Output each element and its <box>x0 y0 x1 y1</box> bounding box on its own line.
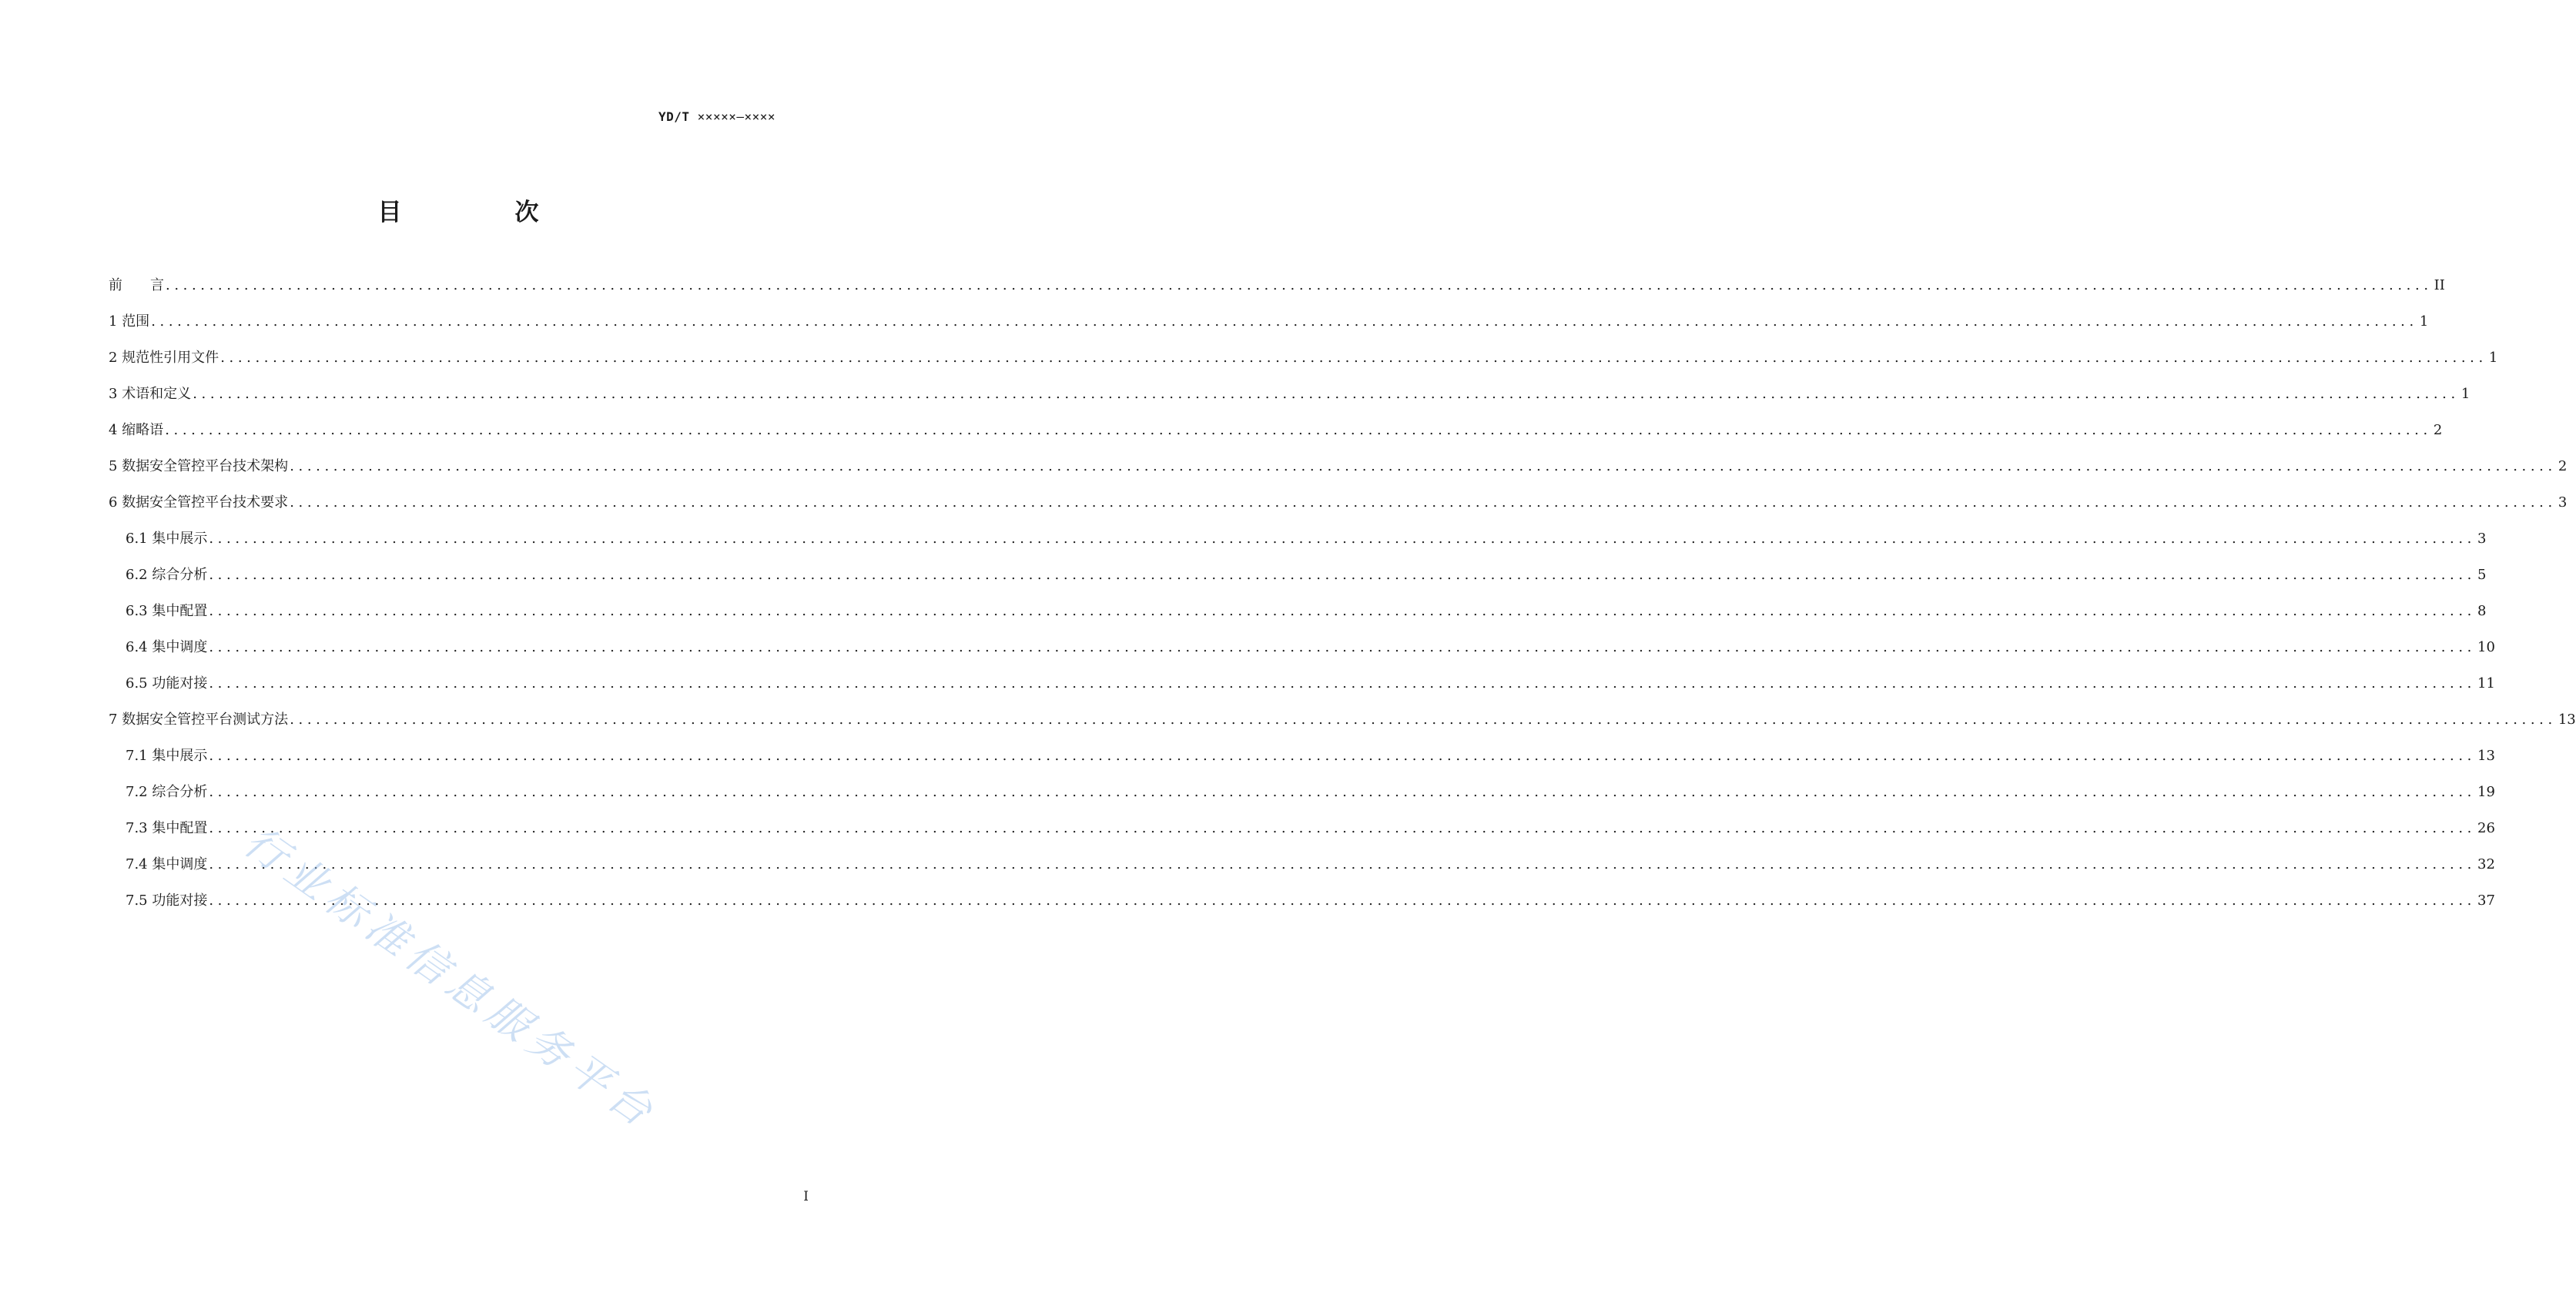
toc-entry-number: 6.4 <box>126 639 152 655</box>
toc-entry-label: 集中调度 <box>152 856 208 872</box>
toc-entry-page: 13 <box>2558 712 2576 728</box>
toc-dot-leader: .................................................................................................................................................................................................................................................................... <box>209 856 2476 872</box>
toc-dot-leader: .................................................................................................................................................................................................................................................................... <box>290 712 2557 728</box>
toc-entry[interactable] <box>109 274 2445 310</box>
toc-dot-leader: .................................................................................................................................................................................................................................................................... <box>209 567 2476 583</box>
toc-dot-leader: .................................................................................................................................................................................................................................................................... <box>193 386 2460 402</box>
toc-entry-page: 8 <box>2477 603 2487 619</box>
toc-entry-label: 集中展示 <box>152 748 208 764</box>
toc-entry[interactable] <box>109 455 2568 491</box>
toc-entry-label: 数据安全管控平台技术架构 <box>122 458 289 474</box>
toc-entry-page: 26 <box>2477 820 2495 836</box>
standard-prefix: YD/T <box>658 109 690 124</box>
toc-entry-number: 7 <box>109 712 122 728</box>
toc-entry-number: 5 <box>109 458 122 474</box>
toc-dot-leader: .................................................................................................................................................................................................................................................................... <box>220 350 2487 366</box>
toc-entry-page: II <box>2434 277 2445 293</box>
page-number: I <box>803 1189 809 1204</box>
toc-entry[interactable] <box>109 672 2495 708</box>
toc-entry-number: 6.1 <box>126 531 152 547</box>
toc-entry-page: 13 <box>2477 748 2495 764</box>
toc-dot-leader: .................................................................................................................................................................................................................................................................... <box>290 458 2557 474</box>
toc-entry-number: 1 <box>109 313 122 330</box>
toc-entry-number: 7.5 <box>126 892 152 909</box>
toc-entry-page: 10 <box>2477 639 2495 655</box>
toc-entry-number: 2 <box>109 350 122 366</box>
toc-entry-page: 2 <box>2433 422 2443 438</box>
toc-dot-leader: .................................................................................................................................................................................................................................................................... <box>166 277 2433 293</box>
toc-entry-label: 综合分析 <box>152 784 208 800</box>
document-code <box>658 109 775 124</box>
watermark-text: 行业标准信息服务平台 <box>235 816 668 1140</box>
toc-entry-label: 范围 <box>122 313 150 330</box>
toc-entry-page: 3 <box>2558 494 2568 511</box>
toc-entry-number: 3 <box>109 386 122 402</box>
toc-entry-page: 3 <box>2477 531 2487 547</box>
toc-entry[interactable] <box>109 889 2495 926</box>
table-of-contents <box>109 274 2576 926</box>
toc-entry-page: 1 <box>2419 313 2429 330</box>
toc-entry-label: 术语和定义 <box>122 386 192 402</box>
toc-entry-label: 数据安全管控平台测试方法 <box>122 712 289 728</box>
toc-dot-leader: .................................................................................................................................................................................................................................................................... <box>209 639 2476 655</box>
toc-entry-label: 前 言 <box>109 277 164 293</box>
toc-entry-label: 集中展示 <box>152 531 208 547</box>
toc-entry-label: 规范性引用文件 <box>122 350 219 366</box>
toc-entry[interactable] <box>109 383 2470 419</box>
toc-entry-number: 7.4 <box>126 856 152 872</box>
toc-dot-leader: .................................................................................................................................................................................................................................................................... <box>209 531 2476 547</box>
toc-entry[interactable] <box>109 564 2487 600</box>
toc-entry-label: 集中调度 <box>152 639 208 655</box>
toc-dot-leader: .................................................................................................................................................................................................................................................................... <box>209 892 2476 909</box>
toc-entry-number: 7.2 <box>126 784 152 800</box>
toc-dot-leader: .................................................................................................................................................................................................................................................................... <box>151 313 2418 330</box>
toc-entry-page: 5 <box>2477 567 2487 583</box>
toc-entry-number: 6.5 <box>126 675 152 692</box>
toc-dot-leader: .................................................................................................................................................................................................................................................................... <box>209 603 2476 619</box>
toc-entry[interactable] <box>109 600 2487 636</box>
toc-entry-label: 功能对接 <box>152 892 208 909</box>
toc-dot-leader: .................................................................................................................................................................................................................................................................... <box>290 494 2557 511</box>
toc-entry-page: 1 <box>2488 350 2498 366</box>
toc-entry-label: 数据安全管控平台技术要求 <box>122 494 289 511</box>
toc-entry[interactable] <box>109 708 2576 745</box>
toc-entry[interactable] <box>109 636 2495 672</box>
toc-entry-number: 6.3 <box>126 603 152 619</box>
toc-dot-leader: .................................................................................................................................................................................................................................................................... <box>209 675 2476 692</box>
toc-entry-page: 37 <box>2477 892 2495 909</box>
toc-dot-leader: .................................................................................................................................................................................................................................................................... <box>165 422 2432 438</box>
toc-entry-page: 32 <box>2477 856 2495 872</box>
toc-entry[interactable] <box>109 491 2568 527</box>
toc-entry-page: 11 <box>2477 675 2495 692</box>
toc-entry-label: 集中配置 <box>152 603 208 619</box>
toc-entry[interactable] <box>109 745 2495 781</box>
toc-entry[interactable] <box>109 817 2495 853</box>
toc-entry-label: 综合分析 <box>152 567 208 583</box>
toc-dot-leader: .................................................................................................................................................................................................................................................................... <box>209 784 2476 800</box>
toc-entry[interactable] <box>109 347 2498 383</box>
toc-dot-leader: .................................................................................................................................................................................................................................................................... <box>209 748 2476 764</box>
toc-entry-number: 7.1 <box>126 748 152 764</box>
toc-entry-page: 19 <box>2477 784 2495 800</box>
toc-entry[interactable] <box>109 853 2495 889</box>
toc-entry[interactable] <box>109 310 2429 347</box>
page-title: 目 次 <box>377 199 584 226</box>
toc-entry[interactable] <box>109 527 2487 564</box>
toc-entry-page: 1 <box>2460 386 2470 402</box>
toc-dot-leader: .................................................................................................................................................................................................................................................................... <box>209 820 2476 836</box>
toc-entry-number: 6.2 <box>126 567 152 583</box>
toc-entry-page: 2 <box>2558 458 2568 474</box>
toc-entry-number: 6 <box>109 494 122 511</box>
toc-entry[interactable] <box>109 419 2443 455</box>
toc-entry-label: 集中配置 <box>152 820 208 836</box>
toc-entry-number: 4 <box>109 422 122 438</box>
standard-number: ×××××—×××× <box>697 109 775 124</box>
toc-entry-number: 7.3 <box>126 820 152 836</box>
toc-entry[interactable] <box>109 781 2495 817</box>
toc-entry-label: 缩略语 <box>122 422 164 438</box>
toc-entry-label: 功能对接 <box>152 675 208 692</box>
